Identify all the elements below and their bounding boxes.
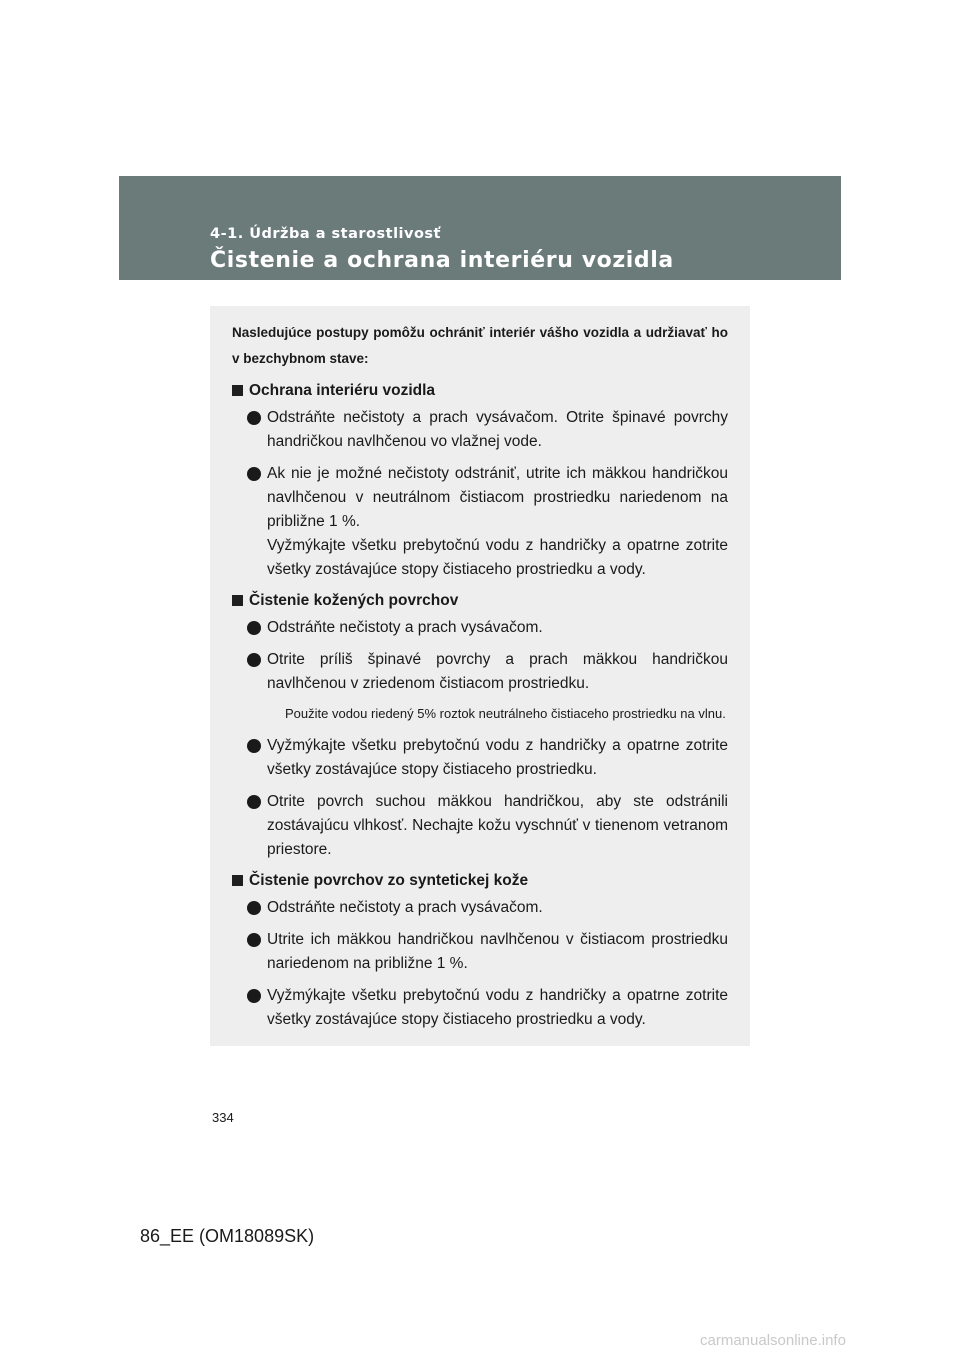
list-item-text: Vyžmýkajte všetku prebytočnú vodu z handričky a opatrne zotrite všetky zostávajúce stopy čistiaceho prostriedku a vody. (267, 987, 728, 1028)
list-item-text: Vyžmýkajte všetku prebytočnú vodu z handričky a opatrne zotrite všetky zostávajúce stopy čistiaceho prostriedku. (267, 737, 728, 778)
bullet-list (232, 616, 728, 696)
list-item (232, 734, 728, 782)
page-number: 334 (212, 1110, 234, 1125)
circle-bullet-icon (247, 653, 261, 667)
list-item-text: Otrite povrch suchou mäkkou handričkou, aby ste odstránili zostávajúcu vlhkosť. Nechajte kožu vyschnúť v tienenom vetranom priestore. (267, 793, 728, 858)
bullet-list (232, 734, 728, 862)
circle-bullet-icon (247, 621, 261, 635)
list-item-text: Odstráňte nečistoty a prach vysávačom. Otrite špinavé povrchy handričkou navlhčenou vo vlažnej vode. (267, 409, 728, 450)
section-heading-text: Ochrana interiéru vozidla (249, 382, 436, 399)
list-item (232, 616, 728, 640)
list-item (232, 790, 728, 862)
square-bullet-icon (232, 385, 243, 396)
section-heading (232, 870, 728, 892)
section-heading-text: Čistenie povrchov zo syntetickej kože (249, 872, 529, 889)
bullet-list (232, 896, 728, 1032)
list-item (232, 896, 728, 920)
section-heading-text: Čistenie kožených povrchov (249, 592, 459, 609)
circle-bullet-icon (247, 795, 261, 809)
circle-bullet-icon (247, 467, 261, 481)
circle-bullet-icon (247, 901, 261, 915)
note-text: Použite vodou riedený 5% roztok neutrálneho čistiaceho prostriedku na vlnu. (285, 706, 726, 721)
list-item (232, 648, 728, 696)
circle-bullet-icon (247, 411, 261, 425)
list-item-text: Utrite ich mäkkou handričkou navlhčenou v čistiacom prostriedku nariedenom na približne 1 %. (267, 931, 728, 972)
circle-bullet-icon (247, 739, 261, 753)
square-bullet-icon (232, 595, 243, 606)
bullet-list (232, 406, 728, 582)
section-synthetic-leather-cleaning (232, 870, 728, 1032)
section-heading (232, 590, 728, 612)
circle-bullet-icon (247, 933, 261, 947)
content-box (210, 306, 750, 1046)
list-item-text: Odstráňte nečistoty a prach vysávačom. (267, 899, 543, 916)
page-title: Čistenie a ochrana interiéru vozidla (210, 248, 674, 273)
list-item (232, 984, 728, 1032)
list-item-text: Odstráňte nečistoty a prach vysávačom. (267, 619, 543, 636)
list-item-continuation: Vyžmýkajte všetku prebytočnú vodu z handričky a opatrne zotrite všetky zostávajúce stopy čistiaceho prostriedku a vody. (267, 537, 728, 578)
list-item (232, 928, 728, 976)
list-item-text: Otrite príliš špinavé povrchy a prach mäkkou handričkou navlhčenou v zriedenom čistiacom prostriedku. (267, 651, 728, 692)
watermark: carmanualsonline.info (700, 1332, 846, 1349)
section-leather-cleaning (232, 590, 728, 862)
section-interior-protection (232, 380, 728, 582)
intro-text: Nasledujúce postupy pomôžu ochrániť interiér vášho vozidla a udržiavať ho v bezchybnom stave: (232, 325, 728, 366)
section-label: 4-1. Údržba a starostlivosť (210, 226, 441, 242)
list-item-text: Ak nie je možné nečistoty odstrániť, utrite ich mäkkou handričkou navlhčenou v neutrálnom čistiacom prostriedku nariedenom na približne 1 %. (267, 465, 728, 530)
square-bullet-icon (232, 875, 243, 886)
section-heading (232, 380, 728, 402)
document-code: 86_EE (OM18089SK) (140, 1226, 315, 1246)
circle-bullet-icon (247, 989, 261, 1003)
list-item (232, 406, 728, 454)
list-item (232, 462, 728, 582)
